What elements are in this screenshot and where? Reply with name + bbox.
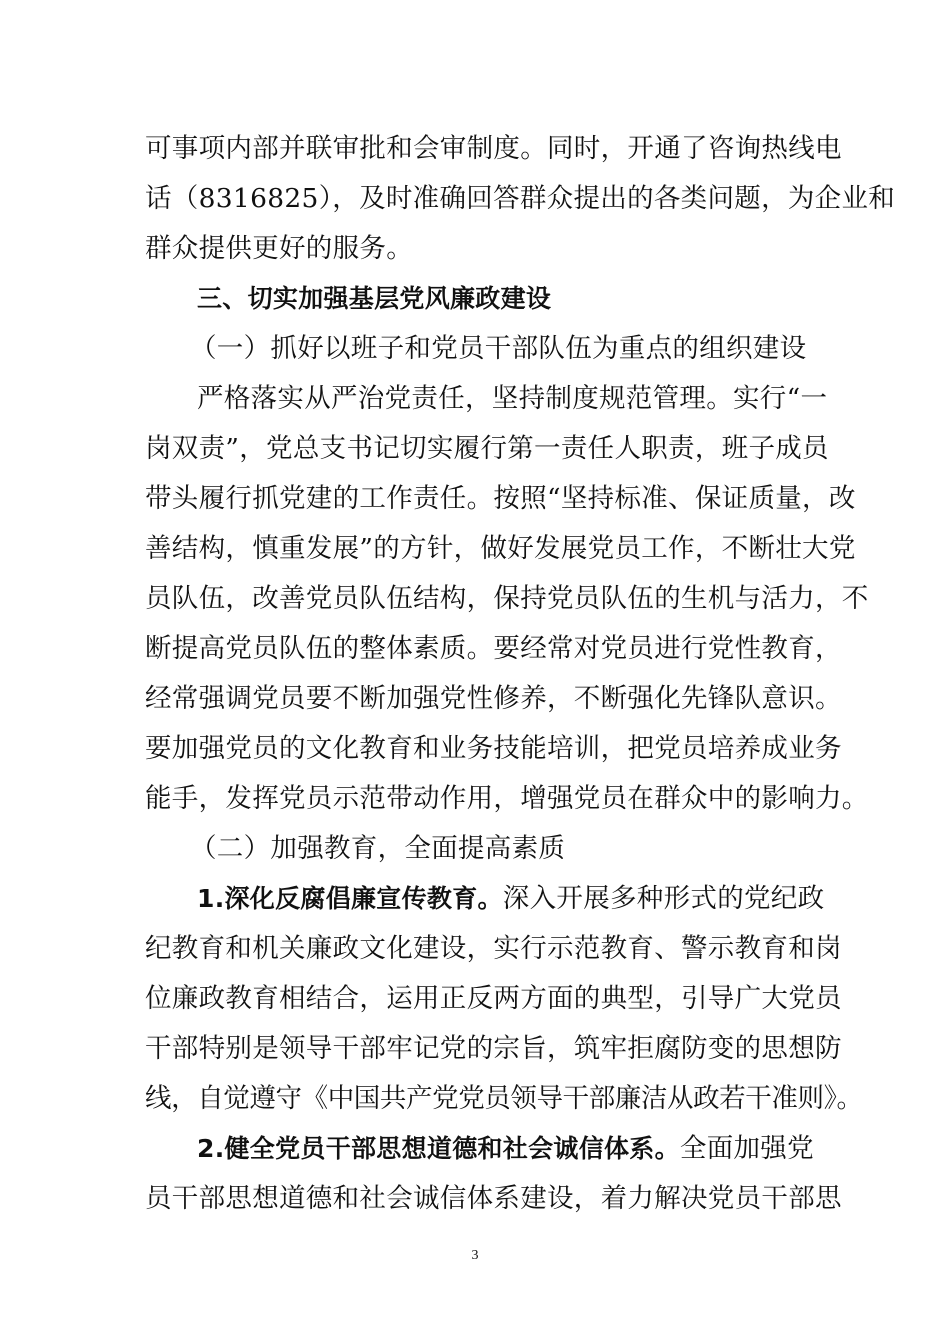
paragraph-lead bbox=[197, 1132, 813, 1166]
text-line: 干部特别是领导干部牢记党的宗旨，筑牢拒腐防变的思想防 bbox=[145, 1033, 842, 1064]
subsection-heading: （二）加强教育，全面提高素质 bbox=[190, 833, 566, 864]
paragraph-lead-text: 深入开展多种形式的党纪政 bbox=[502, 883, 825, 914]
text-line: 纪教育和机关廉政文化建设，实行示范教育、警示教育和岗 bbox=[145, 933, 842, 964]
text-line: 员干部思想道德和社会诚信体系建设，着力解决党员干部思 bbox=[145, 1183, 842, 1214]
text-line: 员队伍，改善党员队伍结构，保持党员队伍的生机与活力，不 bbox=[145, 583, 869, 614]
text-line: 位廉政教育相结合，运用正反两方面的典型，引导广大党员 bbox=[145, 983, 842, 1014]
text-line: 可事项内部并联审批和会审制度。同时，开通了咨询热线电 bbox=[145, 133, 842, 164]
section-heading: 三、切实加强基层党风廉政建设 bbox=[197, 284, 552, 313]
text-line: 严格落实从严治党责任，坚持制度规范管理。实行“一 bbox=[197, 383, 828, 414]
text-line: 善结构，慎重发展”的方针，做好发展党员工作，不断壮大党 bbox=[145, 533, 856, 564]
text-line: 话（8316825），及时准确回答群众提出的各类问题，为企业和 bbox=[145, 183, 896, 214]
paragraph-lead bbox=[197, 882, 825, 916]
paragraph-lead-text: 全面加强党 bbox=[679, 1133, 814, 1164]
text-line: 经常强调党员要不断加强党性修养，不断强化先锋队意识。 bbox=[145, 683, 842, 714]
page-number: 3 bbox=[471, 1248, 479, 1263]
paragraph-lead-bold: 1.深化反腐倡廉宣传教育。 bbox=[197, 884, 503, 913]
text-line: 岗双责”，党总支书记切实履行第一责任人职责，班子成员 bbox=[145, 433, 829, 464]
text-line: 断提高党员队伍的整体素质。要经常对党员进行党性教育， bbox=[145, 633, 842, 664]
paragraph-lead-bold: 2.健全党员干部思想道德和社会诚信体系。 bbox=[197, 1134, 680, 1163]
text-line: 线，自觉遵守《中国共产党党员领导干部廉洁从政若干准则》。 bbox=[145, 1083, 863, 1114]
text-line: 能手，发挥党员示范带动作用，增强党员在群众中的影响力。 bbox=[145, 783, 869, 814]
text-line: 带头履行抓党建的工作责任。按照“坚持标准、保证质量，改 bbox=[145, 483, 856, 514]
text-line: 要加强党员的文化教育和业务技能培训，把党员培养成业务 bbox=[145, 733, 842, 764]
subsection-heading: （一）抓好以班子和党员干部队伍为重点的组织建设 bbox=[190, 333, 807, 364]
text-line: 群众提供更好的服务。 bbox=[145, 233, 413, 264]
